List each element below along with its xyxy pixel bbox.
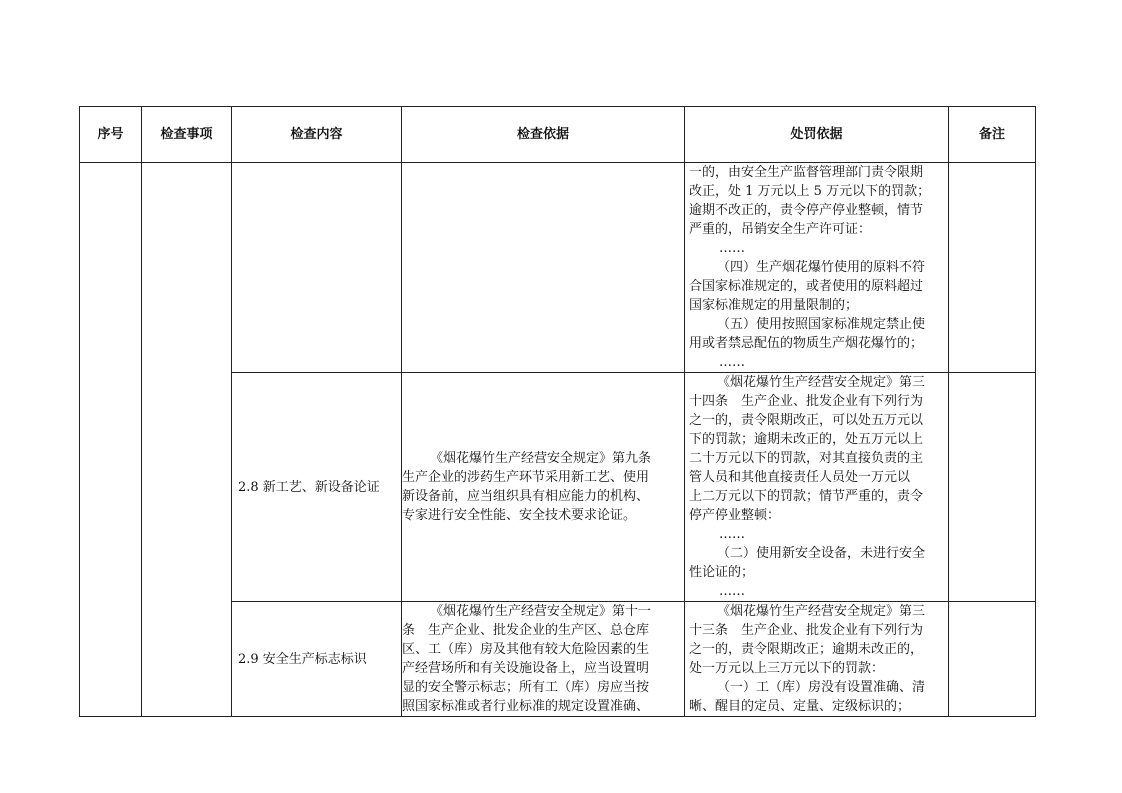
text-line: ……: [719, 584, 745, 599]
content-cell: [232, 602, 402, 717]
table-row: [80, 163, 1036, 373]
text-line: （四）生产烟花爆竹使用的原料不符: [717, 260, 926, 275]
text-line: 专家进行安全性能、安全技术要求论证。: [402, 508, 637, 523]
text-line: 严重的，吊销安全生产许可证：: [689, 222, 872, 237]
text-line: （二）使用新安全设备，未进行安全: [717, 546, 926, 561]
text-line: 改正，处 1 万元以上 5 万元以下的罚款；: [689, 184, 931, 199]
text-line: 《烟花爆竹生产经营安全规定》第九条: [430, 451, 652, 466]
text-line: 十三条 生产企业、批发企业有下列行为: [689, 623, 924, 638]
text-line: 《烟花爆竹生产经营安全规定》第三: [717, 375, 926, 390]
content-text: 2.9 安全生产标志标识: [238, 651, 367, 667]
text-line: 停产停业整顿：: [689, 508, 781, 523]
text-line: 新设备前，应当组织具有相应能力的机构、: [402, 489, 650, 504]
content-cell: [232, 373, 402, 602]
inspection-table: [79, 106, 1036, 717]
basis-cell: [402, 373, 685, 602]
text-line: 逾期不改正的，责令停产停业整顿，情节: [689, 203, 924, 218]
text-line: 区、工（库）房及其他有较大危险因素的生: [402, 642, 650, 657]
content-cell: [232, 163, 402, 373]
remarks-cell: [949, 602, 1036, 717]
header-item: 检查事项: [142, 107, 232, 163]
text-line: 二十万元以下的罚款，对其直接负责的主: [689, 451, 924, 466]
text-line: 性论证的；: [689, 565, 755, 580]
text-line: 之一的，责令限期改正；逾期未改正的，: [689, 642, 924, 657]
header-penalty: 处罚依据: [685, 107, 949, 163]
text-line: 处一万元以上三万元以下的罚款：: [689, 661, 885, 676]
penalty-cell: [685, 373, 949, 602]
text-line: 产经营场所和有关设施设备上，应当设置明: [402, 661, 650, 676]
text-line: 之一的，责令限期改正，可以处五万元以: [689, 413, 924, 428]
text-line: （五）使用按照国家标准规定禁止使: [717, 317, 926, 332]
item-cell: [142, 163, 232, 717]
seq-cell: [80, 163, 142, 717]
text-line: 管人员和其他直接责任人员处一万元以: [689, 470, 911, 485]
header-content: 检查内容: [232, 107, 402, 163]
text-line: 条 生产企业、批发企业的生产区、总仓库: [402, 623, 650, 638]
header-remarks: 备注: [949, 107, 1036, 163]
text-line: ……: [719, 241, 745, 256]
text-line: 晰、醒目的定员、定量、定级标识的；: [689, 699, 911, 714]
text-line: 一的，由安全生产监督管理部门责令限期: [689, 165, 924, 180]
text-line: 十四条 生产企业、批发企业有下列行为: [689, 394, 924, 409]
basis-cell: [402, 602, 685, 717]
text-line: 生产企业的涉药生产环节采用新工艺、使用: [402, 470, 650, 485]
text-line: 《烟花爆竹生产经营安全规定》第三: [717, 604, 926, 619]
text-line: ……: [719, 527, 745, 542]
text-line: 下的罚款；逾期未改正的，处五万元以上: [689, 432, 924, 447]
penalty-cell: [685, 602, 949, 717]
remarks-cell: [949, 163, 1036, 373]
header-basis: 检查依据: [402, 107, 685, 163]
text-line: ……: [719, 355, 745, 370]
header-seq: 序号: [80, 107, 142, 163]
basis-cell: [402, 163, 685, 373]
content-text: 2.8 新工艺、新设备论证: [238, 479, 380, 495]
text-line: （一）工（库）房没有设置准确、清: [717, 680, 926, 695]
text-line: 国家标准规定的用量限制的；: [689, 298, 859, 313]
remarks-cell: [949, 373, 1036, 602]
text-line: 上二万元以下的罚款；情节严重的，责令: [689, 489, 924, 504]
text-line: 合国家标准规定的，或者使用的原料超过: [689, 279, 924, 294]
text-line: 《烟花爆竹生产经营安全规定》第十一: [430, 604, 652, 619]
text-line: 显的安全警示标志；所有工（库）房应当按: [402, 680, 650, 695]
text-line: 照国家标准或者行业标准的规定设置准确、: [402, 699, 650, 714]
text-line: 用或者禁忌配伍的物质生产烟花爆竹的；: [689, 336, 924, 351]
penalty-cell: [685, 163, 949, 373]
header-row: [80, 107, 1036, 163]
